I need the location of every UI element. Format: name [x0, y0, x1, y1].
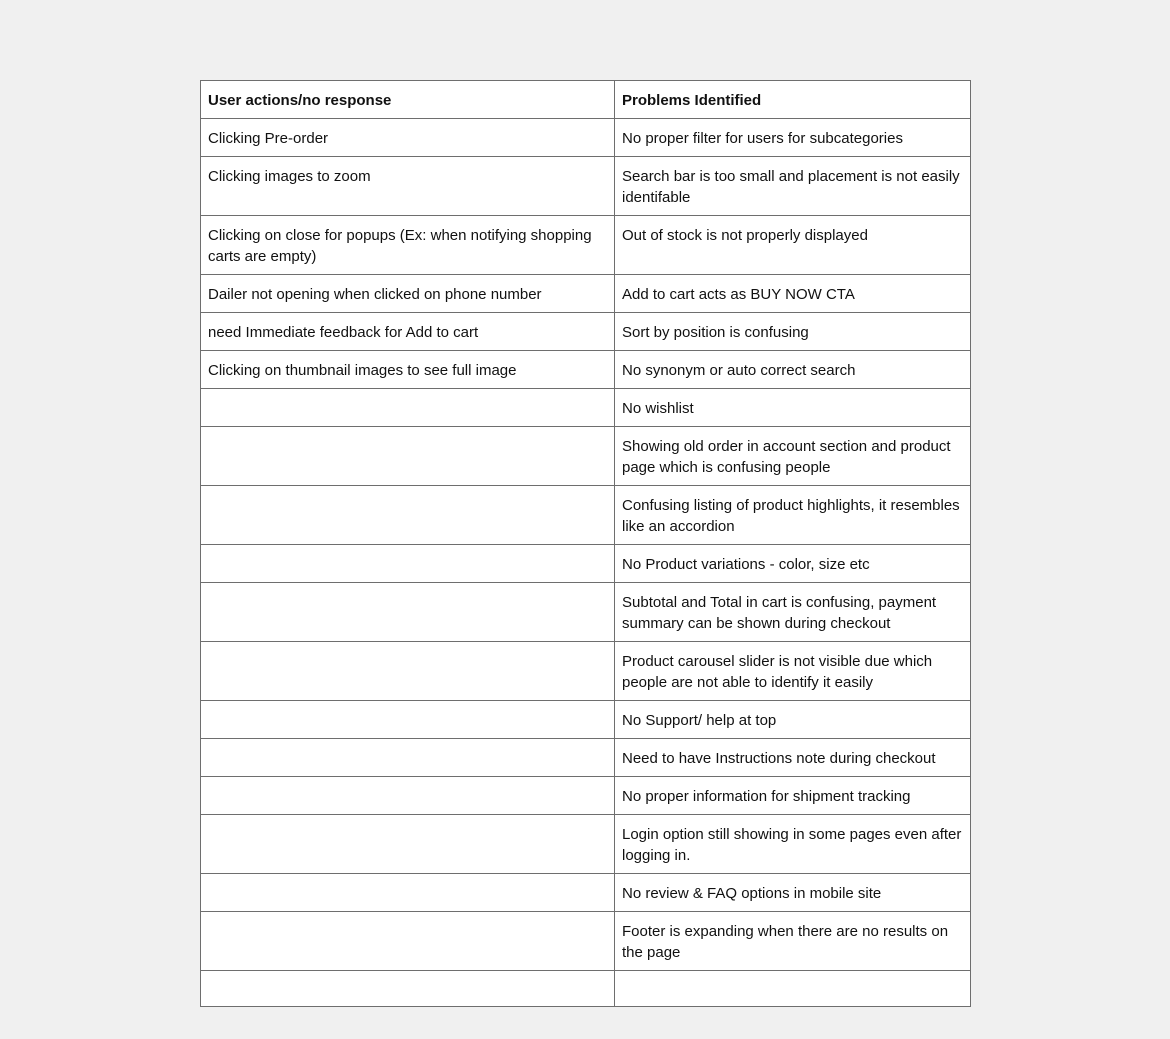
problem-cell: Footer is expanding when there are no results on the page	[615, 912, 971, 971]
action-cell	[201, 545, 615, 583]
table-row	[201, 545, 971, 583]
table-row	[201, 739, 971, 777]
problem-cell: Search bar is too small and placement is not easily identifable	[615, 157, 971, 216]
problem-cell: Confusing listing of product highlights, it resembles like an accordion	[615, 486, 971, 545]
problem-cell: Need to have Instructions note during checkout	[615, 739, 971, 777]
table-row	[201, 275, 971, 313]
problem-cell: Out of stock is not properly displayed	[615, 216, 971, 275]
problem-cell: Product carousel slider is not visible due which people are not able to identify it easily	[615, 642, 971, 701]
table-header-row	[201, 81, 971, 119]
action-cell	[201, 583, 615, 642]
action-cell: need Immediate feedback for Add to cart	[201, 313, 615, 351]
table-row	[201, 912, 971, 971]
problem-cell: Sort by position is confusing	[615, 313, 971, 351]
table-row	[201, 157, 971, 216]
table-row	[201, 119, 971, 157]
table-row	[201, 642, 971, 701]
action-cell	[201, 427, 615, 486]
table-row	[201, 583, 971, 642]
table-row	[201, 389, 971, 427]
action-cell: Clicking on close for popups (Ex: when notifying shopping carts are empty)	[201, 216, 615, 275]
table-row	[201, 351, 971, 389]
table-row	[201, 815, 971, 874]
table-row	[201, 486, 971, 545]
action-cell	[201, 739, 615, 777]
problems-table	[200, 80, 971, 1007]
action-cell	[201, 486, 615, 545]
problem-cell: Subtotal and Total in cart is confusing, payment summary can be shown during checkout	[615, 583, 971, 642]
action-cell: Dailer not opening when clicked on phone number	[201, 275, 615, 313]
action-cell	[201, 701, 615, 739]
action-cell	[201, 389, 615, 427]
problem-cell	[615, 971, 971, 1007]
action-cell	[201, 912, 615, 971]
action-cell: Clicking images to zoom	[201, 157, 615, 216]
problem-cell: Showing old order in account section and product page which is confusing people	[615, 427, 971, 486]
problem-cell: No proper information for shipment tracking	[615, 777, 971, 815]
action-cell	[201, 642, 615, 701]
table-body	[201, 119, 971, 1007]
problem-cell: Login option still showing in some pages even after logging in.	[615, 815, 971, 874]
problems-table-container	[200, 80, 970, 1007]
action-cell: Clicking Pre-order	[201, 119, 615, 157]
table-row	[201, 216, 971, 275]
action-cell	[201, 874, 615, 912]
problem-cell: No Support/ help at top	[615, 701, 971, 739]
table-row	[201, 971, 971, 1007]
problem-cell: No review & FAQ options in mobile site	[615, 874, 971, 912]
problem-cell: Add to cart acts as BUY NOW CTA	[615, 275, 971, 313]
problem-cell: No wishlist	[615, 389, 971, 427]
problem-cell: No proper filter for users for subcategories	[615, 119, 971, 157]
problem-cell: No synonym or auto correct search	[615, 351, 971, 389]
action-cell	[201, 777, 615, 815]
problem-cell: No Product variations - color, size etc	[615, 545, 971, 583]
action-cell	[201, 815, 615, 874]
table-row	[201, 313, 971, 351]
table-row	[201, 874, 971, 912]
header-problems-identified: Problems Identified	[615, 81, 971, 119]
table-row	[201, 427, 971, 486]
table-row	[201, 777, 971, 815]
table-row	[201, 701, 971, 739]
action-cell	[201, 971, 615, 1007]
header-user-actions: User actions/no response	[201, 81, 615, 119]
action-cell: Clicking on thumbnail images to see full image	[201, 351, 615, 389]
